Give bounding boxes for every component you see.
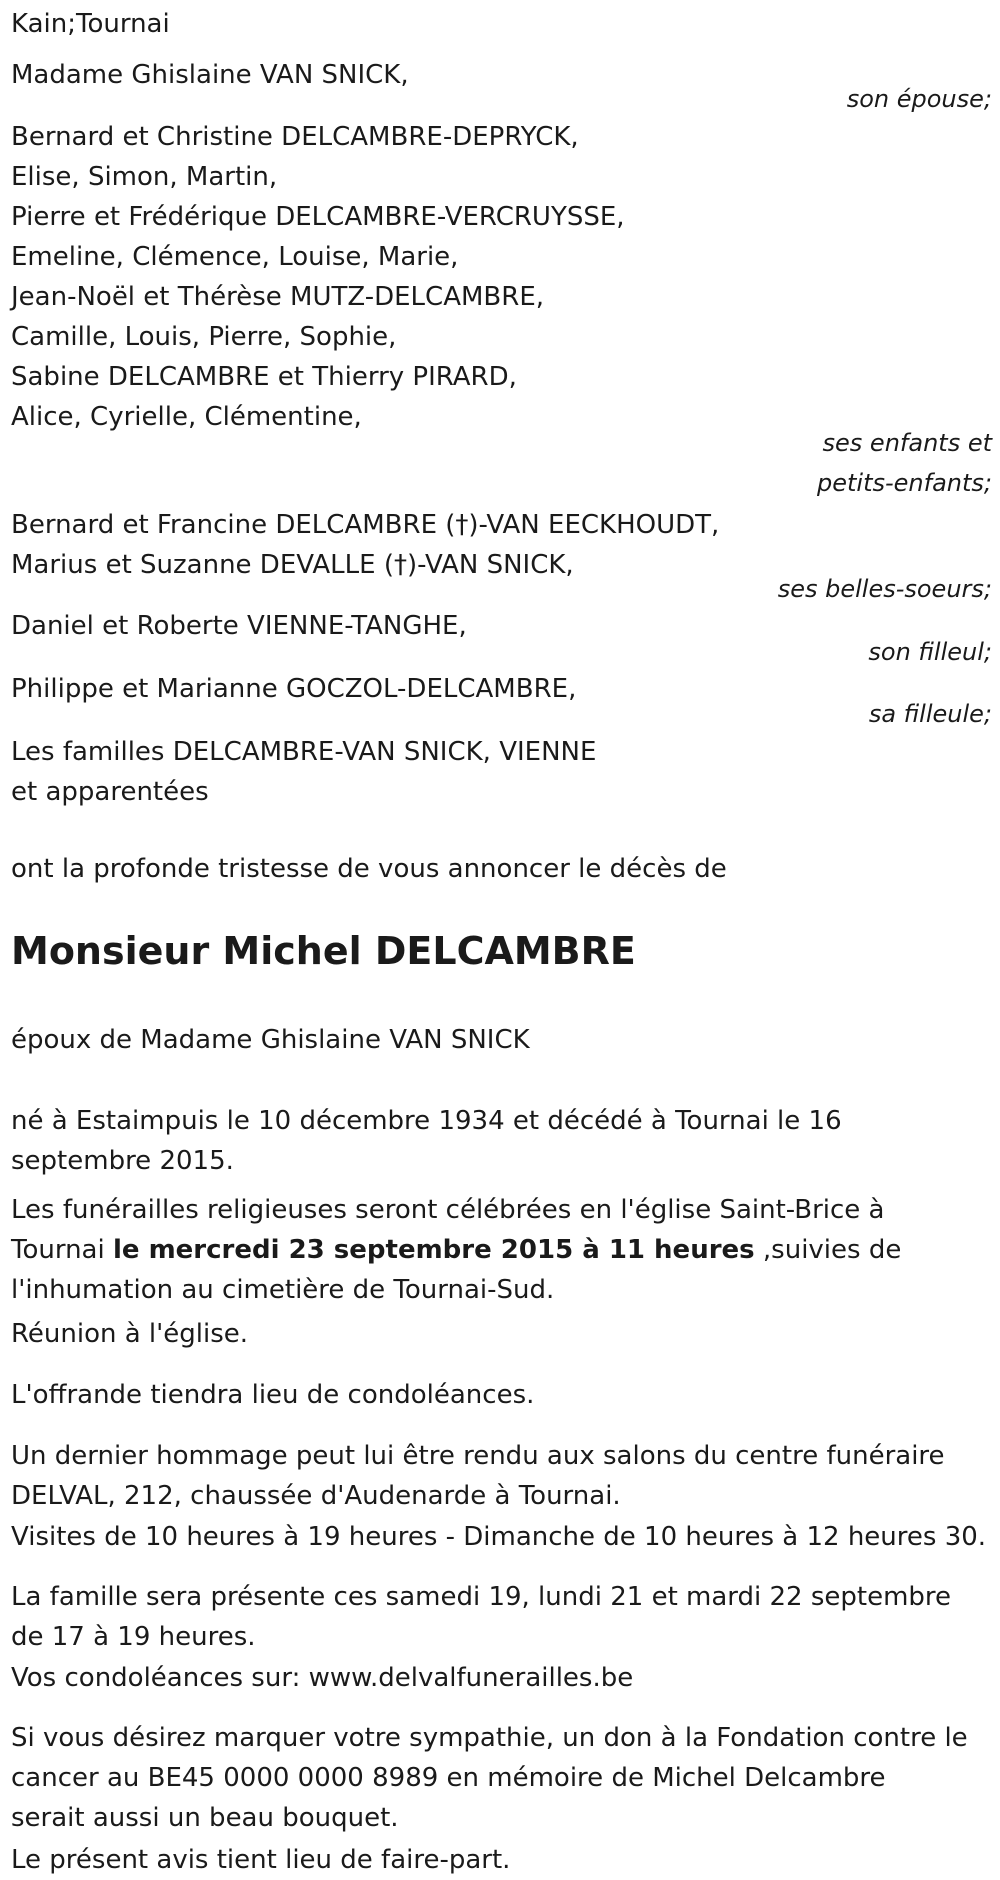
name-line: Pierre et Frédérique DELCAMBRE-VERCRUYSSE,	[11, 202, 625, 232]
paragraph-tribute	[11, 1436, 1000, 1516]
paragraph-gathering: Réunion à l'église.	[11, 1319, 249, 1349]
relation-children	[817, 423, 992, 503]
text-line: Les funérailles religieuses seront célébrées en l'église Saint-Brice à	[11, 1195, 885, 1225]
paragraph-offering: L'offrande tiendra lieu de condoléances.	[11, 1380, 535, 1410]
relation-line: son filleul;	[868, 638, 992, 666]
text-line: La famille sera présente ces samedi 19, lundi 21 et mardi 22 septembre	[11, 1582, 952, 1612]
text-line: Un dernier hommage peut lui être rendu aux salons du centre funéraire	[11, 1441, 945, 1471]
relation-line: sa filleule;	[868, 700, 992, 728]
relation-godson	[868, 632, 992, 672]
relation-goddaughter	[869, 694, 992, 734]
place-line: Kain;Tournai	[11, 9, 170, 39]
text-line: de 17 à 19 heures.	[11, 1622, 256, 1652]
relation-line: ses enfants et	[822, 429, 992, 457]
name-line: Alice, Cyrielle, Clémentine,	[11, 402, 362, 432]
relation-line: son épouse;	[846, 85, 992, 113]
name-line: Sabine DELCAMBRE et Thierry PIRARD,	[11, 362, 517, 392]
family-group-families	[11, 732, 1000, 812]
name-line: Jean-Noël et Thérèse MUTZ-DELCAMBRE,	[11, 282, 545, 312]
announcement: ont la profonde tristesse de vous annoncer le décès de	[11, 854, 727, 884]
name-line: Madame Ghislaine VAN SNICK,	[11, 60, 409, 90]
funeral-info	[11, 1190, 1000, 1310]
name-line: Philippe et Marianne GOCZOL-DELCAMBRE,	[11, 674, 577, 704]
text-line: septembre 2015.	[11, 1146, 234, 1176]
relation-sisters-in-law	[778, 569, 992, 609]
text-line: l'inhumation au cimetière de Tournai-Sud.	[11, 1275, 555, 1305]
text-line: serait aussi un beau bouquet.	[11, 1803, 399, 1833]
family-group-children	[11, 117, 1000, 437]
deceased-name: Monsieur Michel DELCAMBRE	[11, 929, 636, 973]
text-segment: Tournai	[11, 1235, 113, 1265]
text-segment: ,suivies de	[754, 1235, 902, 1265]
birth-death-info	[11, 1101, 1000, 1181]
text-line: cancer au BE45 0000 0000 8989 en mémoire de Michel Delcambre	[11, 1763, 886, 1793]
relation-line: petits-enfants;	[817, 469, 992, 497]
name-line: Les familles DELCAMBRE-VAN SNICK, VIENNE	[11, 737, 597, 767]
paragraph-donation	[11, 1718, 1000, 1838]
family-group-godson	[11, 606, 1000, 646]
spouse-line: époux de Madame Ghislaine VAN SNICK	[11, 1025, 530, 1055]
paragraph-condolences-web: Vos condoléances sur: www.delvalfunerailles.be	[11, 1663, 634, 1693]
family-group-goddaughter	[11, 669, 1000, 709]
text-line: Si vous désirez marquer votre sympathie, un don à la Fondation contre le	[11, 1723, 968, 1753]
paragraph-family-presence	[11, 1577, 1000, 1657]
paragraph-visits: Visites de 10 heures à 19 heures - Dimanche de 10 heures à 12 heures 30.	[11, 1522, 987, 1552]
name-line: Daniel et Roberte VIENNE-TANGHE,	[11, 611, 467, 641]
name-line: Camille, Louis, Pierre, Sophie,	[11, 322, 397, 352]
relation-line: ses belles-soeurs;	[777, 575, 992, 603]
relation-spouse	[847, 79, 992, 119]
text-line: né à Estaimpuis le 10 décembre 1934 et décédé à Tournai le 16	[11, 1106, 842, 1136]
text-line: DELVAL, 212, chaussée d'Audenarde à Tournai.	[11, 1481, 621, 1511]
text-line	[11, 1230, 1000, 1270]
name-line: Emeline, Clémence, Louise, Marie,	[11, 242, 459, 272]
name-line: Bernard et Francine DELCAMBRE (†)-VAN EECKHOUDT,	[11, 510, 720, 540]
funeral-date: le mercredi 23 septembre 2015 à 11 heures	[112, 1235, 755, 1265]
paragraph-notice: Le présent avis tient lieu de faire-part.	[11, 1845, 511, 1875]
name-line: et apparentées	[11, 777, 209, 807]
name-line: Elise, Simon, Martin,	[11, 162, 278, 192]
name-line: Bernard et Christine DELCAMBRE-DEPRYCK,	[11, 122, 579, 152]
name-line: Marius et Suzanne DEVALLE (†)-VAN SNICK,	[11, 550, 574, 580]
